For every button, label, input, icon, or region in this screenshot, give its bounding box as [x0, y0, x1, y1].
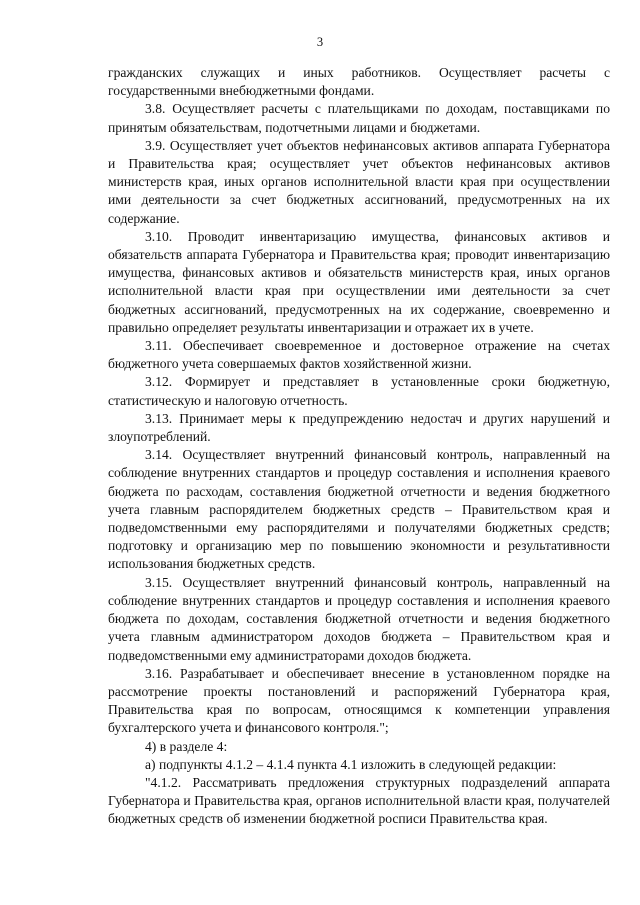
document-body: [108, 64, 610, 829]
paragraph-3-15: 3.15. Осуществляет внутренний финансовый контроль, направленный на соблюдение внутренних стандартов и процедур составления и исполнения краевого бюджета по доходам, составления бюджетной отчетности и ведения бюджетного учета главным администратором доходов бюджета – Правительством края и подведомственными ему администраторами доходов бюджета.: [108, 574, 610, 663]
paragraph-3-14: 3.14. Осуществляет внутренний финансовый контроль, направленный на соблюдение внутренних стандартов и процедур составления и исполнения краевого бюджета по расходам, составления бюджетной отчетности и ведения бюджетного учета главным распорядителем бюджетных средств – Правительством края и подведомственными ему распорядителями и получателями бюджетных средств; подготовку и организацию мер по повышению экономности и результативности использования бюджетных средств.: [108, 447, 610, 572]
paragraph-3-12: 3.12. Формирует и представляет в установленные сроки бюджетную, статистическую и налоговую отчетность.: [108, 374, 610, 408]
paragraph-4-1-2: "4.1.2. Рассматривать предложения структурных подразделений аппарата Губернатора и Правительства края, органов исполнительной власти края, получателей бюджетных средств об изменении бюджетной росписи Правительства края.: [108, 774, 610, 827]
page-number: 3: [316, 35, 324, 49]
paragraph-section-4: 4) в разделе 4:: [145, 738, 228, 754]
paragraph-3-13: 3.13. Принимает меры к предупреждению недостач и других нарушений и злоупотреблений.: [108, 410, 610, 445]
paragraph-3-11: 3.11. Обеспечивает своевременное и достоверное отражение на счетах бюджетного учета совершаемых фактов хозяйственной жизни.: [108, 338, 610, 372]
paragraph-3-8: 3.8. Осуществляет расчеты с плательщиками по доходам, поставщиками по принятым обязательствам, подотчетными лицами и бюджетами.: [108, 101, 610, 135]
paragraph-subpoint-a: а) подпункты 4.1.2 – 4.1.4 пункта 4.1 изложить в следующей редакции:: [145, 756, 557, 772]
paragraph: гражданских служащих и иных работников. Осуществляет расчеты с государственными внебюджетными фондами.: [108, 65, 610, 99]
paragraph-3-9: 3.9. Осуществляет учет объектов нефинансовых активов аппарата Губернатора и Правительства края; осуществляет учет объектов нефинансовых активов министерств края, иных органов исполнительной власти края при осуществлении ими деятельности за счет бюджетных ассигнований, предусмотренных на их содержание.: [108, 137, 610, 226]
paragraph-3-16: 3.16. Разрабатывает и обеспечивает внесение в установленном порядке на рассмотрение проекты постановлений и распоряжений Губернатора края, Правительства края по вопросам, относящимся к компетенции управления бухгалтерского учета и финансового контроля.";: [108, 665, 610, 736]
paragraph-3-10: 3.10. Проводит инвентаризацию имущества, финансовых активов и обязательств аппарата Губернатора и Правительства края; проводит инвентаризацию имущества, финансовых активов и обязательств министерств края, иных органов исполнительной власти края при осуществлении ими деятельности за счет бюджетных ассигнований, предусмотренных на их содержание, своевременно и правильно определяет результаты инвентаризации и отражает их в учете.: [108, 228, 610, 335]
